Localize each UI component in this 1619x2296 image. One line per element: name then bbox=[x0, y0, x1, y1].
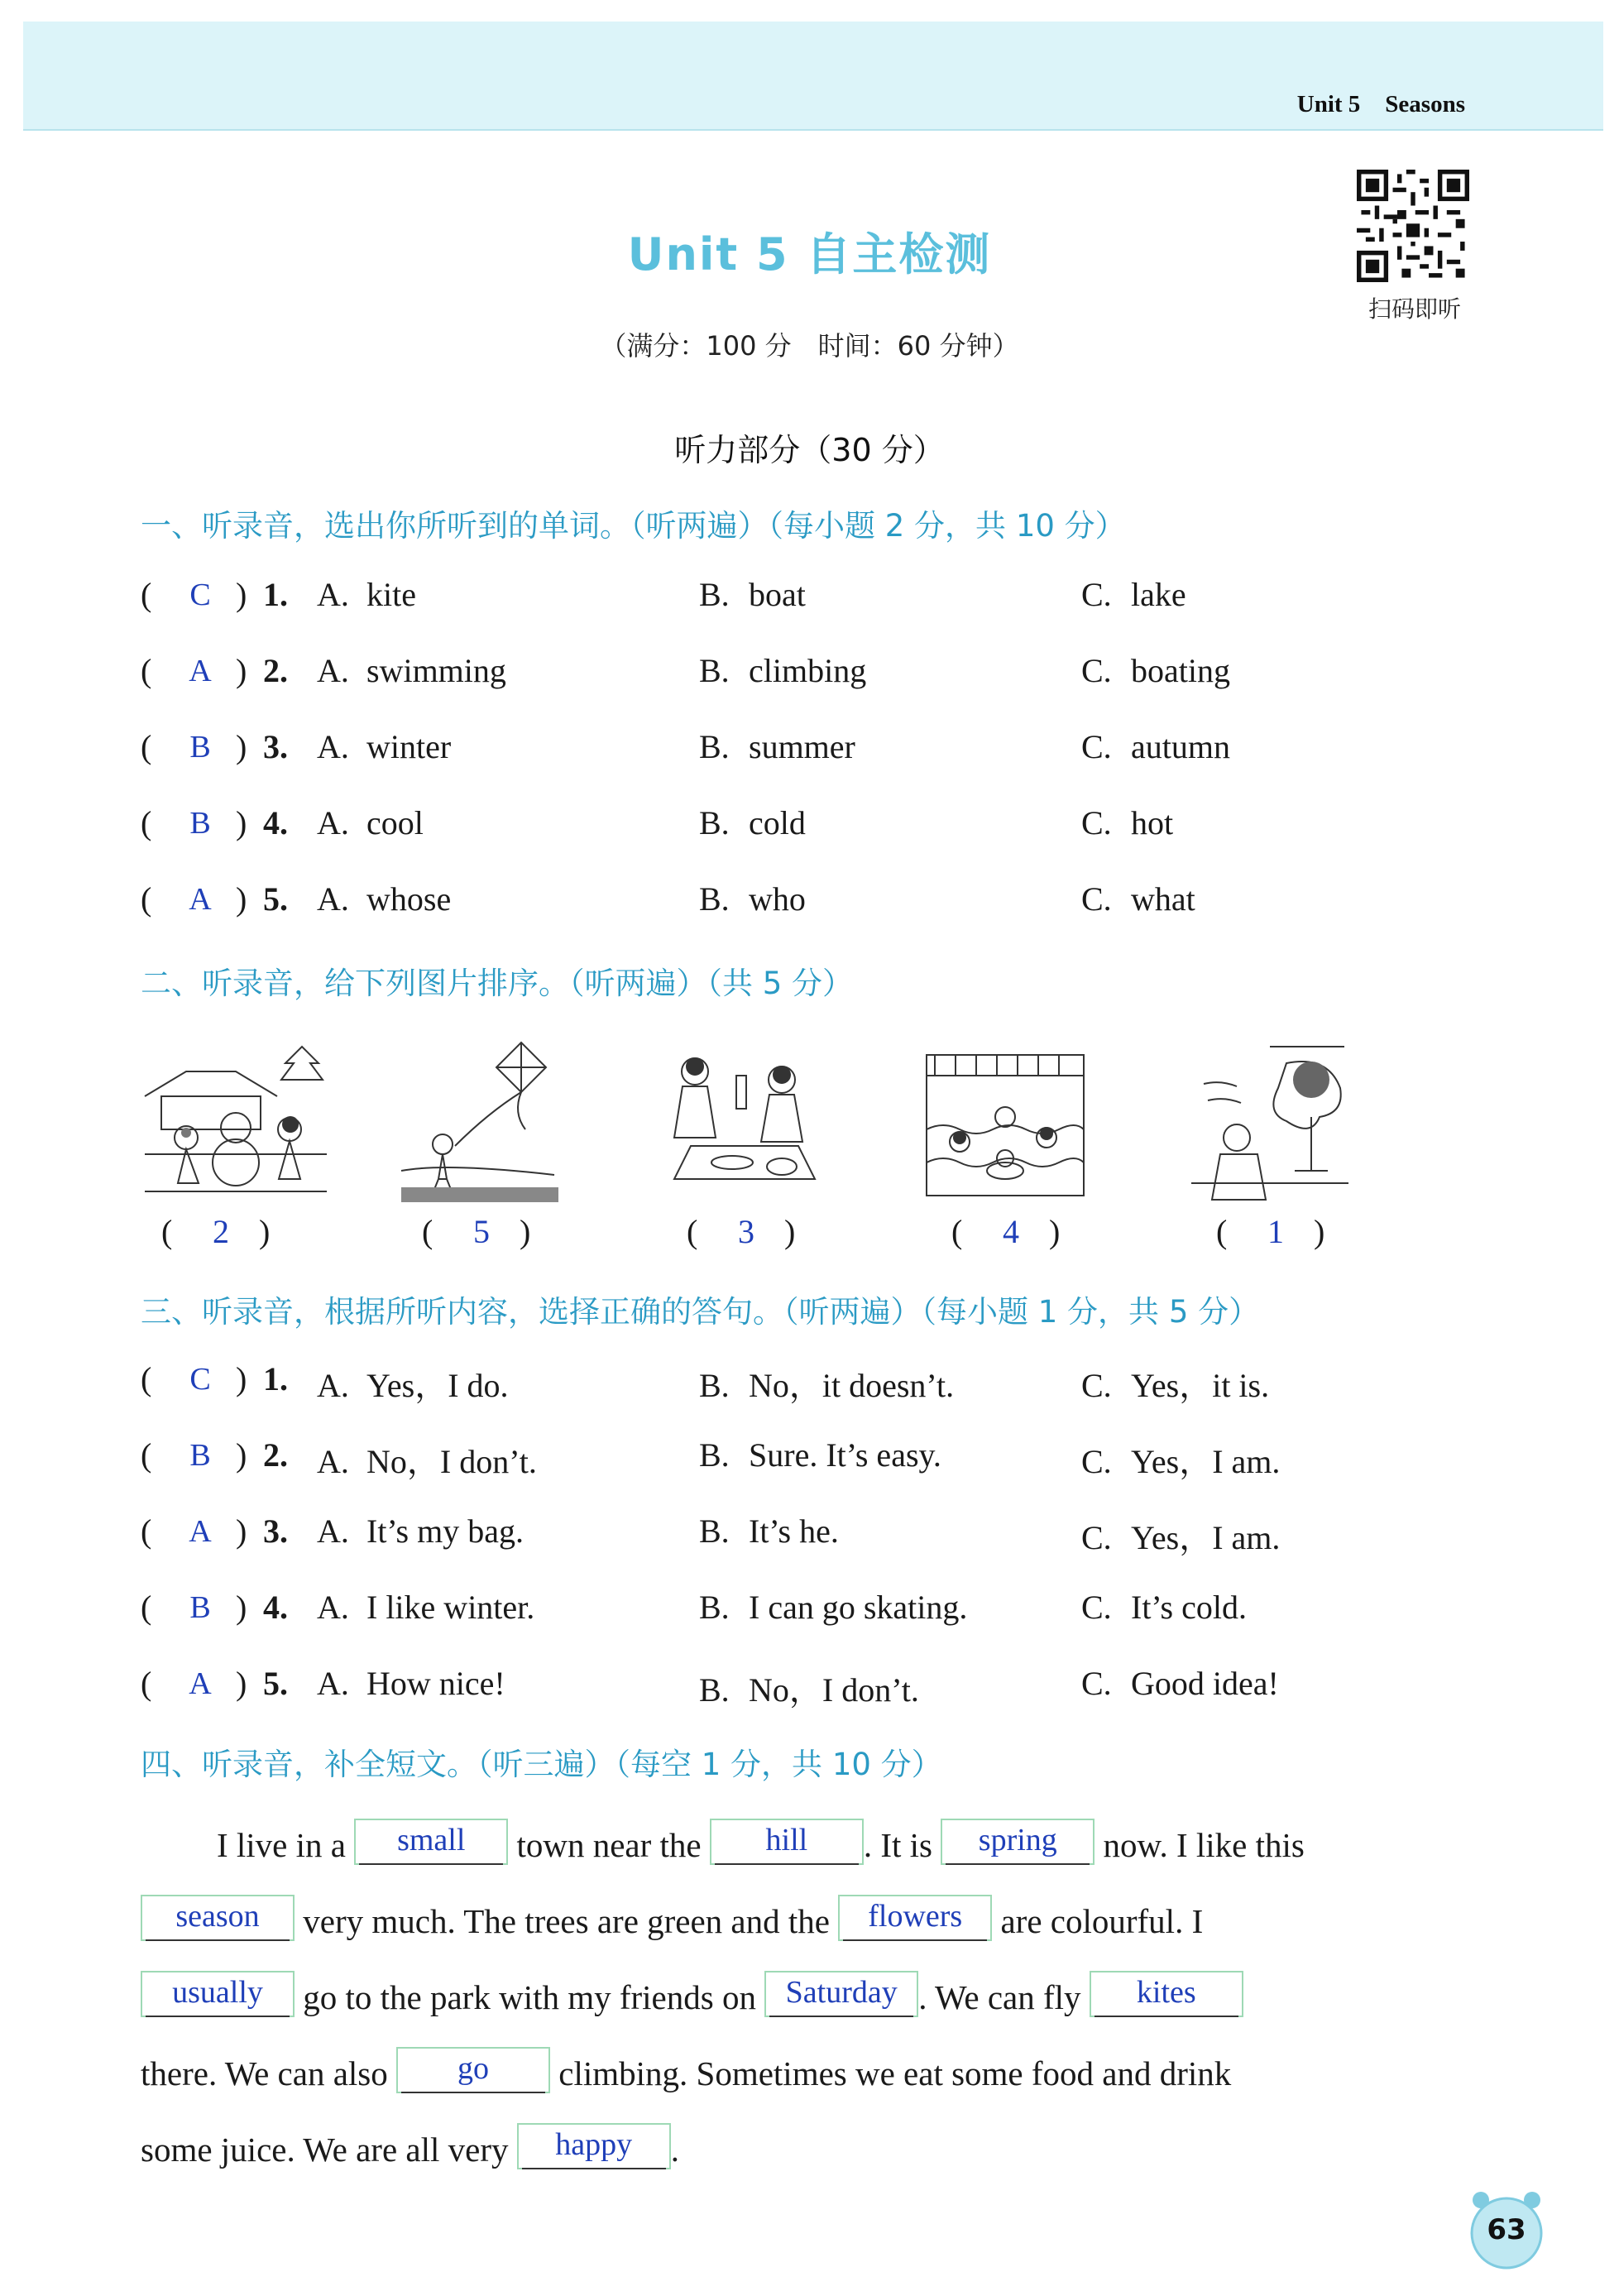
close-paren: ) bbox=[1049, 1213, 1061, 1250]
option-c: C. what bbox=[1081, 880, 1195, 918]
question-number: 3. bbox=[263, 1512, 288, 1550]
page-number-badge bbox=[1464, 2188, 1549, 2273]
option-b: B. I can go skating. bbox=[699, 1589, 968, 1626]
swimming-pool-picture bbox=[922, 1038, 1088, 1204]
close-paren: ) bbox=[236, 576, 247, 613]
answer-slot[interactable]: C bbox=[189, 578, 211, 612]
open-paren: ( bbox=[141, 1360, 152, 1397]
answer-slot[interactable]: A bbox=[189, 1666, 212, 1701]
passage-line-2: season very much. The trees are green and the flowers are colourful. I bbox=[141, 1883, 1203, 1959]
option-a: A. swimming bbox=[317, 652, 506, 689]
close-paren: ) bbox=[236, 1360, 247, 1397]
blank-6[interactable]: usually bbox=[141, 1971, 295, 2017]
open-paren: ( bbox=[141, 880, 152, 918]
section2-heading: 二、听录音，给下列图片排序。（听两遍）（共 5 分） bbox=[141, 966, 854, 1001]
option-b: B. summer bbox=[699, 728, 855, 765]
open-paren: ( bbox=[951, 1213, 963, 1250]
order-answer[interactable]: 1 bbox=[1267, 1213, 1284, 1250]
snowman-scene-picture bbox=[137, 1038, 335, 1204]
option-c: C. It’s cold. bbox=[1081, 1589, 1247, 1626]
option-c: C. autumn bbox=[1081, 728, 1230, 765]
open-paren: ( bbox=[141, 576, 152, 613]
running-header bbox=[1297, 91, 1465, 118]
blank-7[interactable]: Saturday bbox=[764, 1971, 918, 2017]
close-paren: ) bbox=[784, 1213, 796, 1250]
order-answer[interactable]: 3 bbox=[738, 1213, 754, 1250]
open-paren: ( bbox=[141, 1665, 152, 1702]
option-c: C. Yes，I am. bbox=[1081, 1443, 1281, 1480]
blank-10[interactable]: happy bbox=[517, 2123, 671, 2169]
option-b: B. No，it doesn’t. bbox=[699, 1367, 955, 1404]
close-paren: ) bbox=[236, 1512, 247, 1550]
option-a: A. cool bbox=[317, 804, 424, 841]
answer-slot[interactable]: B bbox=[189, 806, 211, 841]
qr-label: 扫码即听 bbox=[1368, 295, 1461, 323]
question-number: 1. bbox=[263, 576, 288, 613]
close-paren: ) bbox=[236, 1665, 247, 1702]
option-b: B. boat bbox=[699, 576, 806, 613]
option-b: B. No，I don’t. bbox=[699, 1671, 919, 1709]
listening-part-heading: 听力部分（30 分） bbox=[674, 432, 945, 468]
option-a: A. I like winter. bbox=[317, 1589, 535, 1626]
page-title: Unit 5 自主检测 bbox=[627, 228, 992, 280]
question-number: 4. bbox=[263, 804, 288, 841]
question-number: 2. bbox=[263, 1436, 288, 1474]
blank-8[interactable]: kites bbox=[1090, 1971, 1243, 2017]
option-a: A. No，I don’t. bbox=[317, 1443, 537, 1480]
open-paren: ( bbox=[141, 1436, 152, 1474]
answer-slot[interactable]: A bbox=[189, 882, 212, 917]
passage-line-4: there. We can also go climbing. Sometimes we eat some food and drink bbox=[141, 2035, 1231, 2111]
answer-slot[interactable]: A bbox=[189, 654, 212, 688]
option-a: A. winter bbox=[317, 728, 452, 765]
open-paren: ( bbox=[422, 1213, 433, 1250]
open-paren: ( bbox=[141, 652, 152, 689]
blank-2[interactable]: hill bbox=[710, 1819, 864, 1865]
kite-flying-picture bbox=[397, 1038, 563, 1204]
blank-5[interactable]: flowers bbox=[838, 1895, 992, 1941]
windy-autumn-picture bbox=[1187, 1038, 1353, 1204]
question-number: 1. bbox=[263, 1360, 288, 1397]
close-paren: ) bbox=[1314, 1213, 1325, 1250]
order-answer[interactable]: 4 bbox=[1003, 1213, 1019, 1250]
option-c: C. Good idea! bbox=[1081, 1665, 1279, 1702]
option-b: B. Sure. It’s easy. bbox=[699, 1436, 941, 1474]
option-c: C. lake bbox=[1081, 576, 1186, 613]
question-number: 5. bbox=[263, 880, 288, 918]
passage-line-3: usually go to the park with my friends on Saturday . We can fly kites bbox=[141, 1959, 1243, 2035]
open-paren: ( bbox=[687, 1213, 698, 1250]
open-paren: ( bbox=[1216, 1213, 1228, 1250]
option-b: B. cold bbox=[699, 804, 806, 841]
question-number: 5. bbox=[263, 1665, 288, 1702]
close-paren: ) bbox=[236, 804, 247, 841]
option-b: B. who bbox=[699, 880, 806, 918]
option-b: B. climbing bbox=[699, 652, 867, 689]
open-paren: ( bbox=[161, 1213, 173, 1250]
passage-line-5: some juice. We are all very happy . bbox=[141, 2111, 679, 2188]
question-number: 4. bbox=[263, 1589, 288, 1626]
open-paren: ( bbox=[141, 1589, 152, 1626]
answer-slot[interactable]: C bbox=[189, 1362, 211, 1397]
option-c: C. Yes，it is. bbox=[1081, 1367, 1270, 1404]
passage-line-1: I live in a small town near the hill . It is spring now. I like this bbox=[217, 1807, 1305, 1883]
close-paren: ) bbox=[236, 728, 247, 765]
blank-3[interactable]: spring bbox=[941, 1819, 1095, 1865]
open-paren: ( bbox=[141, 728, 152, 765]
answer-slot[interactable]: B bbox=[189, 1438, 211, 1473]
option-a: A. It’s my bag. bbox=[317, 1512, 524, 1550]
option-b: B. It’s he. bbox=[699, 1512, 839, 1550]
answer-slot[interactable]: B bbox=[189, 1590, 211, 1625]
blank-4[interactable]: season bbox=[141, 1895, 295, 1941]
option-a: A. kite bbox=[317, 576, 416, 613]
score-time-info: （满分：100 分 时间：60 分钟） bbox=[600, 330, 1019, 362]
section1-heading: 一、听录音，选出你所听到的单词。（听两遍）（每小题 2 分，共 10 分） bbox=[141, 508, 1126, 544]
option-c: C. hot bbox=[1081, 804, 1174, 841]
option-c: C. boating bbox=[1081, 652, 1230, 689]
topic-label: Seasons bbox=[1385, 91, 1465, 117]
answer-slot[interactable]: B bbox=[189, 730, 211, 765]
close-paren: ) bbox=[236, 880, 247, 918]
question-number: 3. bbox=[263, 728, 288, 765]
close-paren: ) bbox=[520, 1213, 531, 1250]
close-paren: ) bbox=[236, 1436, 247, 1474]
close-paren: ) bbox=[259, 1213, 271, 1250]
picnic-picture bbox=[658, 1038, 831, 1204]
section3-heading: 三、听录音，根据所听内容，选择正确的答句。（听两遍）（每小题 1 分，共 5 分） bbox=[141, 1294, 1260, 1330]
open-paren: ( bbox=[141, 1512, 152, 1550]
option-a: A. How nice! bbox=[317, 1665, 505, 1702]
page-number: 63 bbox=[1487, 2213, 1526, 2246]
answer-slot[interactable]: A bbox=[189, 1514, 212, 1549]
qr-code-icon[interactable] bbox=[1357, 170, 1469, 282]
close-paren: ) bbox=[236, 1589, 247, 1626]
order-answer[interactable]: 5 bbox=[473, 1213, 490, 1250]
unit-label: Unit 5 bbox=[1296, 91, 1361, 117]
order-answer[interactable]: 2 bbox=[213, 1213, 229, 1250]
question-number: 2. bbox=[263, 652, 288, 689]
section4-heading: 四、听录音，补全短文。（听三遍）（每空 1 分，共 10 分） bbox=[141, 1747, 942, 1782]
option-a: A. whose bbox=[317, 880, 452, 918]
close-paren: ) bbox=[236, 652, 247, 689]
blank-9[interactable]: go bbox=[396, 2047, 550, 2093]
open-paren: ( bbox=[141, 804, 152, 841]
option-a: A. Yes，I do. bbox=[317, 1367, 509, 1404]
option-c: C. Yes，I am. bbox=[1081, 1519, 1281, 1556]
blank-1[interactable]: small bbox=[354, 1819, 508, 1865]
